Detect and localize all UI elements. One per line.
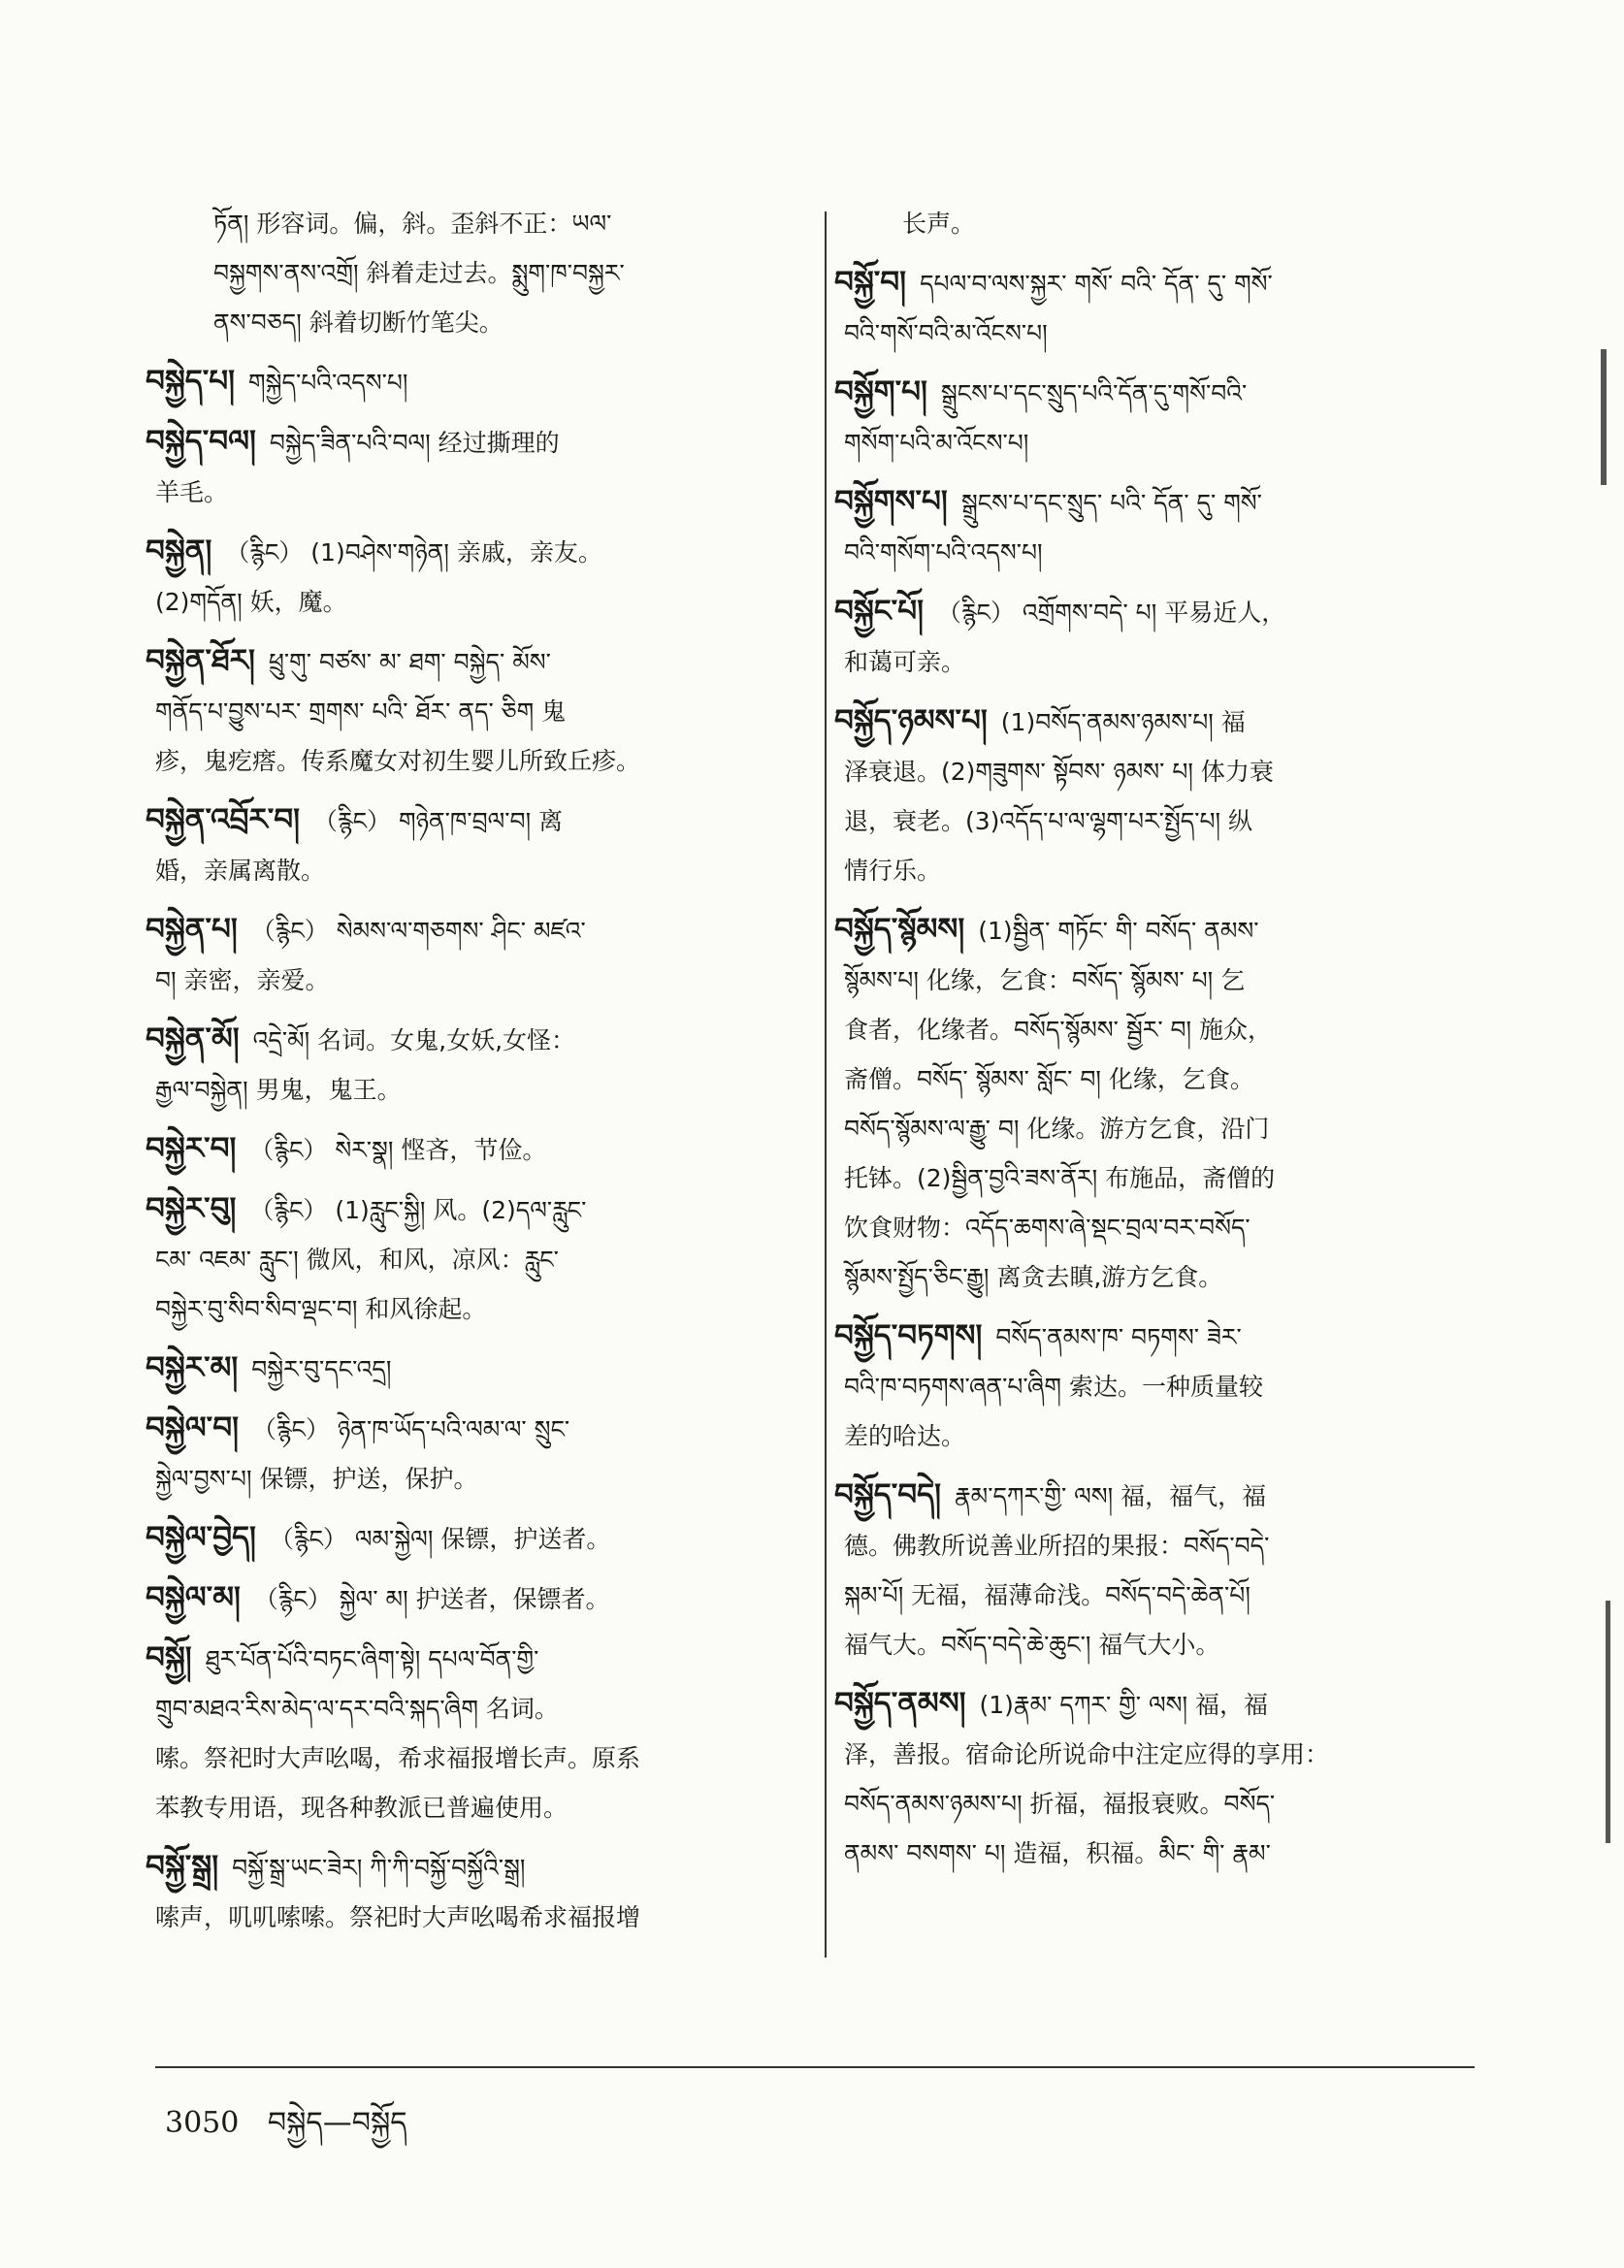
entry-headword: བསྐྱེན་མོ། — [146, 1021, 240, 1056]
dictionary-entry — [146, 1513, 805, 1564]
dictionary-entry — [834, 697, 1484, 895]
entry-line: (1)རྣམ་ དཀར་ གྱི་ ལས། 福，福 — [979, 1691, 1269, 1719]
dictionary-entry — [155, 199, 805, 347]
entry-line: སྐམ་པོ། 无福，福薄命浅。བསོད་བདེ་ཆེན་པོ། — [844, 1581, 1250, 1609]
entry-headword: བསྐྱོ་སྒྲ། — [146, 1849, 219, 1884]
scan-edge-mark — [1601, 349, 1607, 485]
entry-line: 婚，亲属离散。 — [155, 857, 326, 885]
dictionary-entry — [146, 527, 805, 627]
entry-headword: བསྐྱེན་ཐོར། — [146, 643, 255, 678]
entry-headword: བསྐྱོ་བ། — [834, 265, 907, 300]
dictionary-entry — [146, 357, 805, 407]
entry-line: ཐུར་པོན་པོའི་བཏང་ཞིག་སྟེ། དཔལ་བོན་གྱི་ — [205, 1645, 539, 1673]
entry-line: 羊毛。 — [155, 478, 229, 506]
entry-line: གནོད་པ་བྱུས་པར་ གྲགས་ པའི་ ཐོར་ ནད་ ཅིག 鬼 — [155, 697, 567, 726]
entry-line: བསོད་ནམས་ཉམས་པ། 折福，福报衰败。བསོད་ — [844, 1790, 1276, 1818]
dictionary-entry — [146, 1634, 805, 1832]
entry-headword: བསྐྱེར་མ། — [146, 1350, 239, 1385]
dictionary-entry — [146, 1015, 805, 1115]
page-footer — [165, 2090, 407, 2172]
entry-line: སྒྲུངས་པ་དང་སྲུད་པའི་དོན་དུ་གསོ་བའི་ — [940, 379, 1248, 407]
entry-headword: བསྐྱོང་པོ། — [834, 594, 924, 629]
scan-edge-mark — [1606, 1601, 1610, 1843]
entry-headword: བསྐྱོད་བདེ། — [834, 1477, 941, 1512]
entry-line: 和蔼可亲。 — [844, 648, 966, 676]
entry-line: 泽衰退。(2)གཟུགས་ སྟོབས་ ཉམས་ པ། 体力衰 — [844, 758, 1274, 786]
entry-line: （རྙིང） འགྲོགས་བདེ་ པ། 平易近人， — [936, 599, 1286, 627]
entry-line: 退，衰老。(3)འདོད་པ་ལ་ལྷག་པར་སྤྱོད་པ། 纵 — [844, 807, 1253, 835]
entry-headword: བསྐྱེལ་བྱེད། — [146, 1520, 256, 1555]
entry-line: （རྙིང） (1)རླུང་སྐྱི། 风。(2)དལ་རླུང་ — [249, 1196, 587, 1224]
right-column — [834, 199, 1484, 1888]
dictionary-entry — [146, 1344, 805, 1394]
entry-line: 托钵。(2)སྦྱིན་བྱའི་ཟས་ནོར། 布施品，斋僧的 — [844, 1164, 1276, 1192]
entry-headword: བསྐྱེད་པ། — [146, 364, 236, 399]
entry-line: དཔལ་བ་ལས་སྐྱར་ གསོ་ བའི་ དོན་ དུ་ གསོ་ — [920, 270, 1273, 298]
entry-headword: བསྐྱོད་སྙོམས། — [834, 912, 965, 947]
dictionary-entry — [844, 199, 1484, 248]
dictionary-entry — [146, 795, 805, 895]
entry-headword: བསྐྱོགས་པ། — [834, 484, 948, 519]
entry-line: བསྐྱེར་བུ་སིབ་སིབ་ལྡང་བ། 和风徐起。 — [155, 1295, 487, 1323]
entry-headword: བསྐྱེན། — [146, 534, 212, 568]
footer-rule — [155, 2066, 1475, 2068]
entry-line: ཕྲུ་གུ་ བཙས་ མ་ ཐག་ བསྐྱེད་ མོས་ — [268, 648, 551, 676]
entry-line: ངམ་ འཇམ་ རླུང་། 微风，和风，凉风：རླུང་ — [155, 1246, 559, 1274]
entry-line: 德。佛教所说善业所招的果报：བསོད་བདེ་ — [844, 1532, 1270, 1560]
entry-line: 疹，鬼疙瘩。传系魔女对初生婴儿所致丘疹。 — [155, 747, 641, 775]
dictionary-entry — [146, 1124, 805, 1175]
dictionary-entry — [146, 1573, 805, 1624]
entry-line: 饮食财物：འདོད་ཆགས་ཞེ་སྡང་བྲལ་བར་བསོད་ — [844, 1214, 1250, 1242]
entry-line: 嗦声，叽叽嗦嗦。祭祀时大声吆喝希求福报增 — [155, 1903, 641, 1931]
entry-line: བསྐྱོ་སྒྲ་ཡང་ཟེར། ཀི་ཀི་བསྐྱོ་བསྐྱོའི་སྒྲ། — [232, 1854, 526, 1882]
entry-headword: བསྐྱེན་འབྲོར་བ། — [146, 802, 301, 837]
entry-line: 差的哈达。 — [844, 1422, 966, 1450]
dictionary-entry — [146, 417, 805, 517]
entry-line: བ། 亲密，亲爱。 — [155, 966, 330, 994]
entry-line: ནམས་ བསགས་ པ། 造福，积福。མིང་ གི་ རྣམ་ — [844, 1839, 1271, 1867]
entry-line: རྣམ་དཀར་གྱི་ ལས། 福，福气，福 — [954, 1482, 1267, 1510]
entry-line: （རྙིང） སྐྱེལ་ མ། 护送者，保镖者。 — [253, 1585, 610, 1613]
running-head: བསྐྱེད—བསྐྱོད — [267, 2106, 407, 2140]
entry-line: (1)བསོད་ནམས་ཉམས་པ། 福 — [1000, 708, 1246, 736]
dictionary-entry — [834, 477, 1484, 577]
entry-line: སྙོམས་པ། 化缘，乞食：བསོད་ སྙོམས་ པ། 乞 — [844, 966, 1246, 994]
entry-headword: བསྐྱེལ་བ། — [146, 1410, 239, 1445]
entry-line: བའི་ཁ་བཏགས་ཞན་པ་ཞིག 索达。一种质量较 — [844, 1373, 1263, 1401]
entry-line: （རྙིང） ཉེན་ཁ་ཡོད་པའི་ལམ་ལ་ སྲུང་ — [251, 1415, 570, 1443]
entry-line: སྒྲུངས་པ་དང་སྲུད་ པའི་ དོན་ དུ་ གསོ་ — [960, 489, 1262, 517]
dictionary-entry — [834, 905, 1484, 1302]
entry-headword: བསྐྱོད་བཏགས། — [834, 1318, 983, 1353]
dictionary-entry — [146, 1184, 805, 1334]
page-number: 3050 — [165, 2106, 240, 2140]
entry-line: 福气大。བསོད་བདེ་ཆེ་ཆུང་། 福气大小。 — [844, 1631, 1220, 1659]
entry-headword: བསྐྱེལ་མ། — [146, 1580, 241, 1615]
entry-headword: བསྐྱེད་བལ། — [146, 424, 256, 459]
dictionary-entry — [834, 1312, 1484, 1461]
entry-line: བསོད་ནམས་ཁ་ བཏགས་ ཟེར་ — [995, 1323, 1242, 1351]
entry-line: （རྙིང） (1)བཤེས་གཉེན། 亲戚，亲友。 — [225, 538, 602, 567]
entry-line: གསྐྱེད་པའི་འདས་པ། — [248, 369, 408, 397]
dictionary-entry — [146, 1842, 805, 1942]
entry-line: རྒྱལ་བསྐྱེན། 男鬼，鬼王。 — [155, 1076, 402, 1104]
entry-headword: བསྐྱོད་ནམས། — [834, 1686, 966, 1721]
left-column — [146, 199, 805, 1952]
entry-line: སྙོམས་སྤྱོད་ཅིང་རྒྱུ། 离贪去瞋,游方乞食。 — [844, 1263, 1223, 1291]
dictionary-entry — [146, 1404, 805, 1504]
entry-line: གྲུབ་མཐའ་རིས་མེད་ལ་དར་བའི་སྐད་ཞིག 名词。 — [155, 1695, 559, 1723]
dictionary-entry — [834, 1471, 1484, 1669]
entry-headword: བསྐྱོ། — [146, 1640, 192, 1675]
entry-line: （རྙིང） སེམས་ལ་གཅགས་ ཤིང་ མཛའ་ — [250, 917, 586, 945]
column-divider — [825, 211, 827, 1958]
entry-line: 斋僧。བསོད་ སྙོམས་ སློང་ བ། 化缘，乞食。 — [844, 1065, 1254, 1093]
entry-line: ཏོན། 形容词。偏，斜。歪斜不正：ཡལ་ — [213, 210, 612, 238]
dictionary-entry — [834, 587, 1484, 687]
entry-line: བསོད་སྙོམས་ལ་རྒྱུ་ བ། 化缘。游方乞食，沿门 — [844, 1115, 1270, 1143]
entry-line: （རྙིང） སེར་སྣ། 悭吝，节俭。 — [249, 1136, 547, 1164]
entry-line: བསྐྱགས་ནས་འགྲོ། 斜着走过去。སྨུག་ཁ་བསྐྱར་ — [213, 259, 625, 287]
entry-headword: བསྐྱོད་ཉམས་པ། — [834, 703, 988, 738]
entry-line: 苯教专用语，现各种教派已普遍使用。 — [155, 1794, 568, 1822]
entry-line: བསྐྱེར་བུ་དང་འདྲ། — [251, 1355, 392, 1383]
dictionary-entry — [834, 1679, 1484, 1878]
entry-headword: བསྐྱེར་བུ། — [146, 1191, 237, 1226]
dictionary-entry — [146, 905, 805, 1005]
dictionary-entry — [834, 368, 1484, 468]
entry-line: (2)གདོན། 妖，魔。 — [155, 588, 347, 616]
entry-line: 嗦。祭祀时大声吆喝，希求福报增长声。原系 — [155, 1744, 641, 1772]
entry-line: 情行乐。 — [844, 857, 942, 885]
entry-headword: བསྐྱེར་བ། — [146, 1131, 237, 1166]
entry-line: གསོག་པའི་མ་འོངས་པ། — [844, 429, 1029, 457]
entry-line: སྐྱེལ་བྱས་པ། 保镖，护送，保护。 — [155, 1465, 478, 1493]
entry-headword: བསྐྱེན་པ། — [146, 912, 238, 947]
entry-line: བའི་གསོ་བའི་མ་འོངས་པ། — [844, 319, 1048, 347]
entry-line: 泽，善报。宿命论所说命中注定应得的享用： — [844, 1740, 1330, 1768]
entry-line: 长声。 — [902, 210, 976, 238]
entry-line: （རྙིང） གཉེན་ཁ་བྲལ་བ། 离 — [313, 807, 564, 835]
entry-line: བསྐྱེད་ཟིན་པའི་བལ། 经过撕理的 — [269, 429, 560, 457]
entry-line: (1)སྦྱིན་ གཏོང་ གི་ བསོད་ ནམས་ — [978, 917, 1259, 945]
entry-line: བའི་གསོག་པའི་འདས་པ། — [844, 538, 1043, 567]
entry-line: འདྲེ་མོ། 名词。女鬼,女妖,女怪： — [252, 1026, 576, 1054]
entry-line: ནས་བཅད། 斜着切断竹笔尖。 — [213, 308, 503, 337]
dictionary-entry — [146, 636, 805, 786]
entry-headword: བསྐྱོག་པ། — [834, 374, 927, 409]
entry-line: （རྙིང） ལམ་སྐྱེལ། 保镖，护送者。 — [269, 1525, 611, 1553]
dictionary-entry — [834, 258, 1484, 358]
entry-line: 食者，化缘者。བསོད་སྙོམས་ སྦྱོར་ བ། 施众， — [844, 1016, 1273, 1044]
